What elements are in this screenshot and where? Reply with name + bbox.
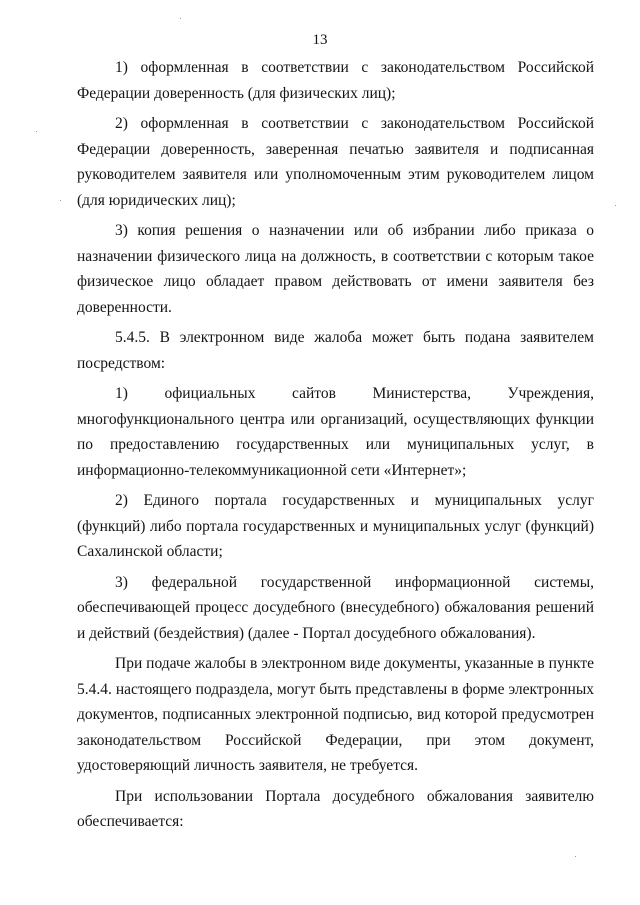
scan-speck [60, 200, 61, 201]
paragraph-5-4-5: 5.4.5. В электронном виде жалоба может быть подана заявителем посредством: [77, 329, 594, 372]
paragraph-item-2-power-of-attorney-legal-entities: 2) оформленная в соответствии с законодательством Российской Федерации доверенность, заверенная печатью заявителя и подписанная руководителем заявителя или уполномоченным этим руководителем лицом (для юридических лиц); [77, 115, 594, 209]
paragraph-electronic-documents: При подаче жалобы в электронном виде документы, указанные в пункте 5.4.4. настоящего подраздела, могут быть представлены в форме электронных документов, подписанных электронной подписью, вид которой предусмотрен законодательством Российской Федерации, при этом документ, удостоверяющий личность заявителя, не требуется. [77, 655, 594, 774]
scan-speck [575, 856, 576, 857]
paragraph-item-1-power-of-attorney-individuals: 1) оформленная в соответствии с законодательством Российской Федерации доверенность (для физических лиц); [77, 59, 594, 102]
scan-speck [615, 205, 616, 206]
document-body [77, 55, 594, 840]
paragraph-item-2-unified-portal: 2) Единого портала государственных и муниципальных услуг (функций) либо портала государственных и муниципальных услуг (функций) Сахалинской области; [77, 492, 594, 560]
scan-speck [180, 18, 181, 19]
paragraph-item-3-federal-system: 3) федеральной государственной информационной системы, обеспечивающей процесс досудебного (внесудебного) обжалования решений и действий (бездействия) (далее - Портал досудебного обжалования). [77, 573, 594, 642]
paragraph-item-1-official-sites: 1) официальных сайтов Министерства, Учреждения, многофункционального центра или организаций, осуществляющих функции по предоставлению государственных или муниципальных услуг, в информационно-телекоммуникационной сети «Интернет»; [77, 385, 594, 479]
page-number: 13 [312, 32, 328, 48]
scan-speck [36, 131, 37, 132]
paragraph-item-3-appointment-decision-copy: 3) копия решения о назначении или об избрании либо приказа о назначении физического лица на должность, в соответствии с которым такое физическое лицо обладает правом действовать от имени заявителя без доверенности. [77, 222, 594, 316]
paragraph-portal-usage: При использовании Портала досудебного обжалования заявителю обеспечивается: [77, 787, 594, 830]
